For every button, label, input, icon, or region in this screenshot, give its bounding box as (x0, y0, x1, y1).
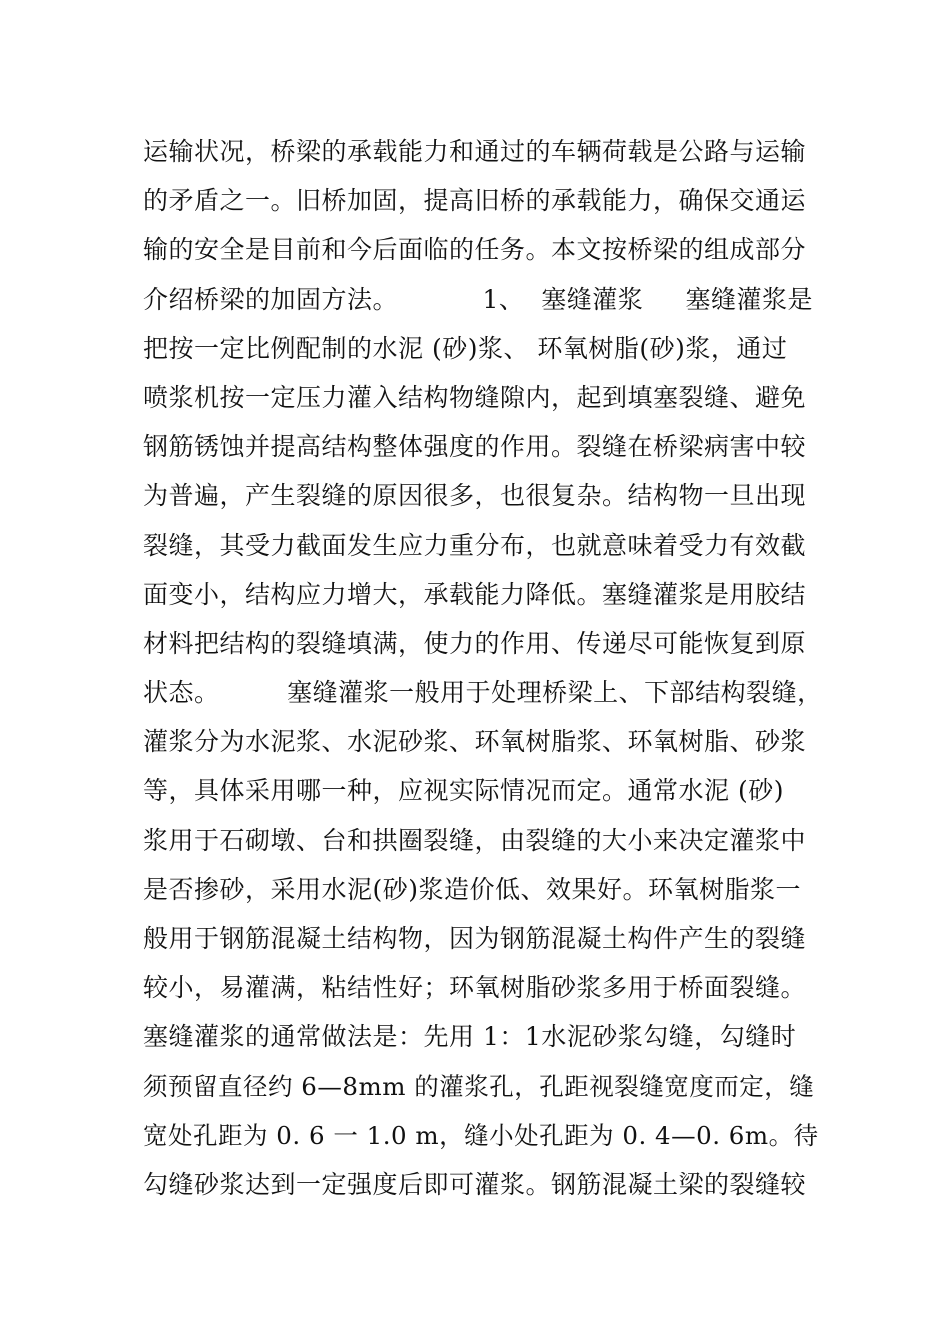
text-line: 介绍桥梁的加固方法。 1、 塞缝灌浆 塞缝灌浆是 (143, 284, 814, 314)
text-line: 运输状况，桥梁的承载能力和通过的车辆荷载是公路与运输 (143, 137, 807, 166)
text-line: 是否掺砂，采用水泥(砂)浆造价低、效果好。环氧树脂浆一 (143, 874, 802, 904)
text-line: 较小，易灌满，粘结性好；环氧树脂砂浆多用于桥面裂缝。 (143, 973, 807, 1003)
text-line: 钢筋锈蚀并提高结构整体强度的作用。裂缝在桥梁病害中较 (143, 432, 807, 462)
text-line: 材料把结构的裂缝填满，使力的作用、传递尽可能恢复到原 (143, 628, 807, 658)
text-line: 塞缝灌浆的通常做法是：先用 1：1水泥砂浆勾缝，勾缝时 (143, 1022, 797, 1052)
text-line: 裂缝，其受力截面发生应力重分布，也就意味着受力有效截 (143, 530, 807, 560)
text-line: 勾缝砂浆达到一定强度后即可灌浆。钢筋混凝土梁的裂缝较 (143, 1169, 807, 1199)
text-line: 的矛盾之一。旧桥加固，提高旧桥的承载能力，确保交通运 (143, 186, 807, 216)
body-text (143, 127, 823, 1209)
text-line: 须预留直径约 6—8mm 的灌浆孔，孔距视裂缝宽度而定，缝 (143, 1071, 815, 1101)
text-line: 浆用于石砌墩、台和拱圈裂缝，由裂缝的大小来决定灌浆中 (143, 825, 807, 855)
text-line: 般用于钢筋混凝土结构物，因为钢筋混凝土构件产生的裂缝 (143, 924, 807, 953)
text-line: 灌浆分为水泥浆、水泥砂浆、环氧树脂浆、环氧树脂、砂浆 (143, 727, 807, 757)
text-line: 状态。 塞缝灌浆一般用于处理桥梁上、下部结构裂缝， (143, 678, 823, 708)
text-line: 喷浆机按一定压力灌入结构物缝隙内，起到填塞裂缝、避免 (143, 382, 807, 412)
text-line: 把按一定比例配制的水泥 (砂)浆、 环氧树脂(砂)浆，通过 (143, 333, 788, 363)
text-line: 面变小，结构应力增大，承载能力降低。塞缝灌浆是用胶结 (143, 579, 807, 609)
text-line: 等，具体采用哪一种，应视实际情况而定。通常水泥 (砂) (143, 776, 784, 806)
text-line: 为普遍，产生裂缝的原因很多，也很复杂。结构物一旦出现 (143, 481, 807, 511)
text-line: 输的安全是目前和今后面临的任务。本文按桥梁的组成部分 (143, 235, 807, 265)
text-line: 宽处孔距为 0. 6 一 1.0 m，缝小处孔距为 0. 4—0. 6m。待 (143, 1120, 819, 1150)
